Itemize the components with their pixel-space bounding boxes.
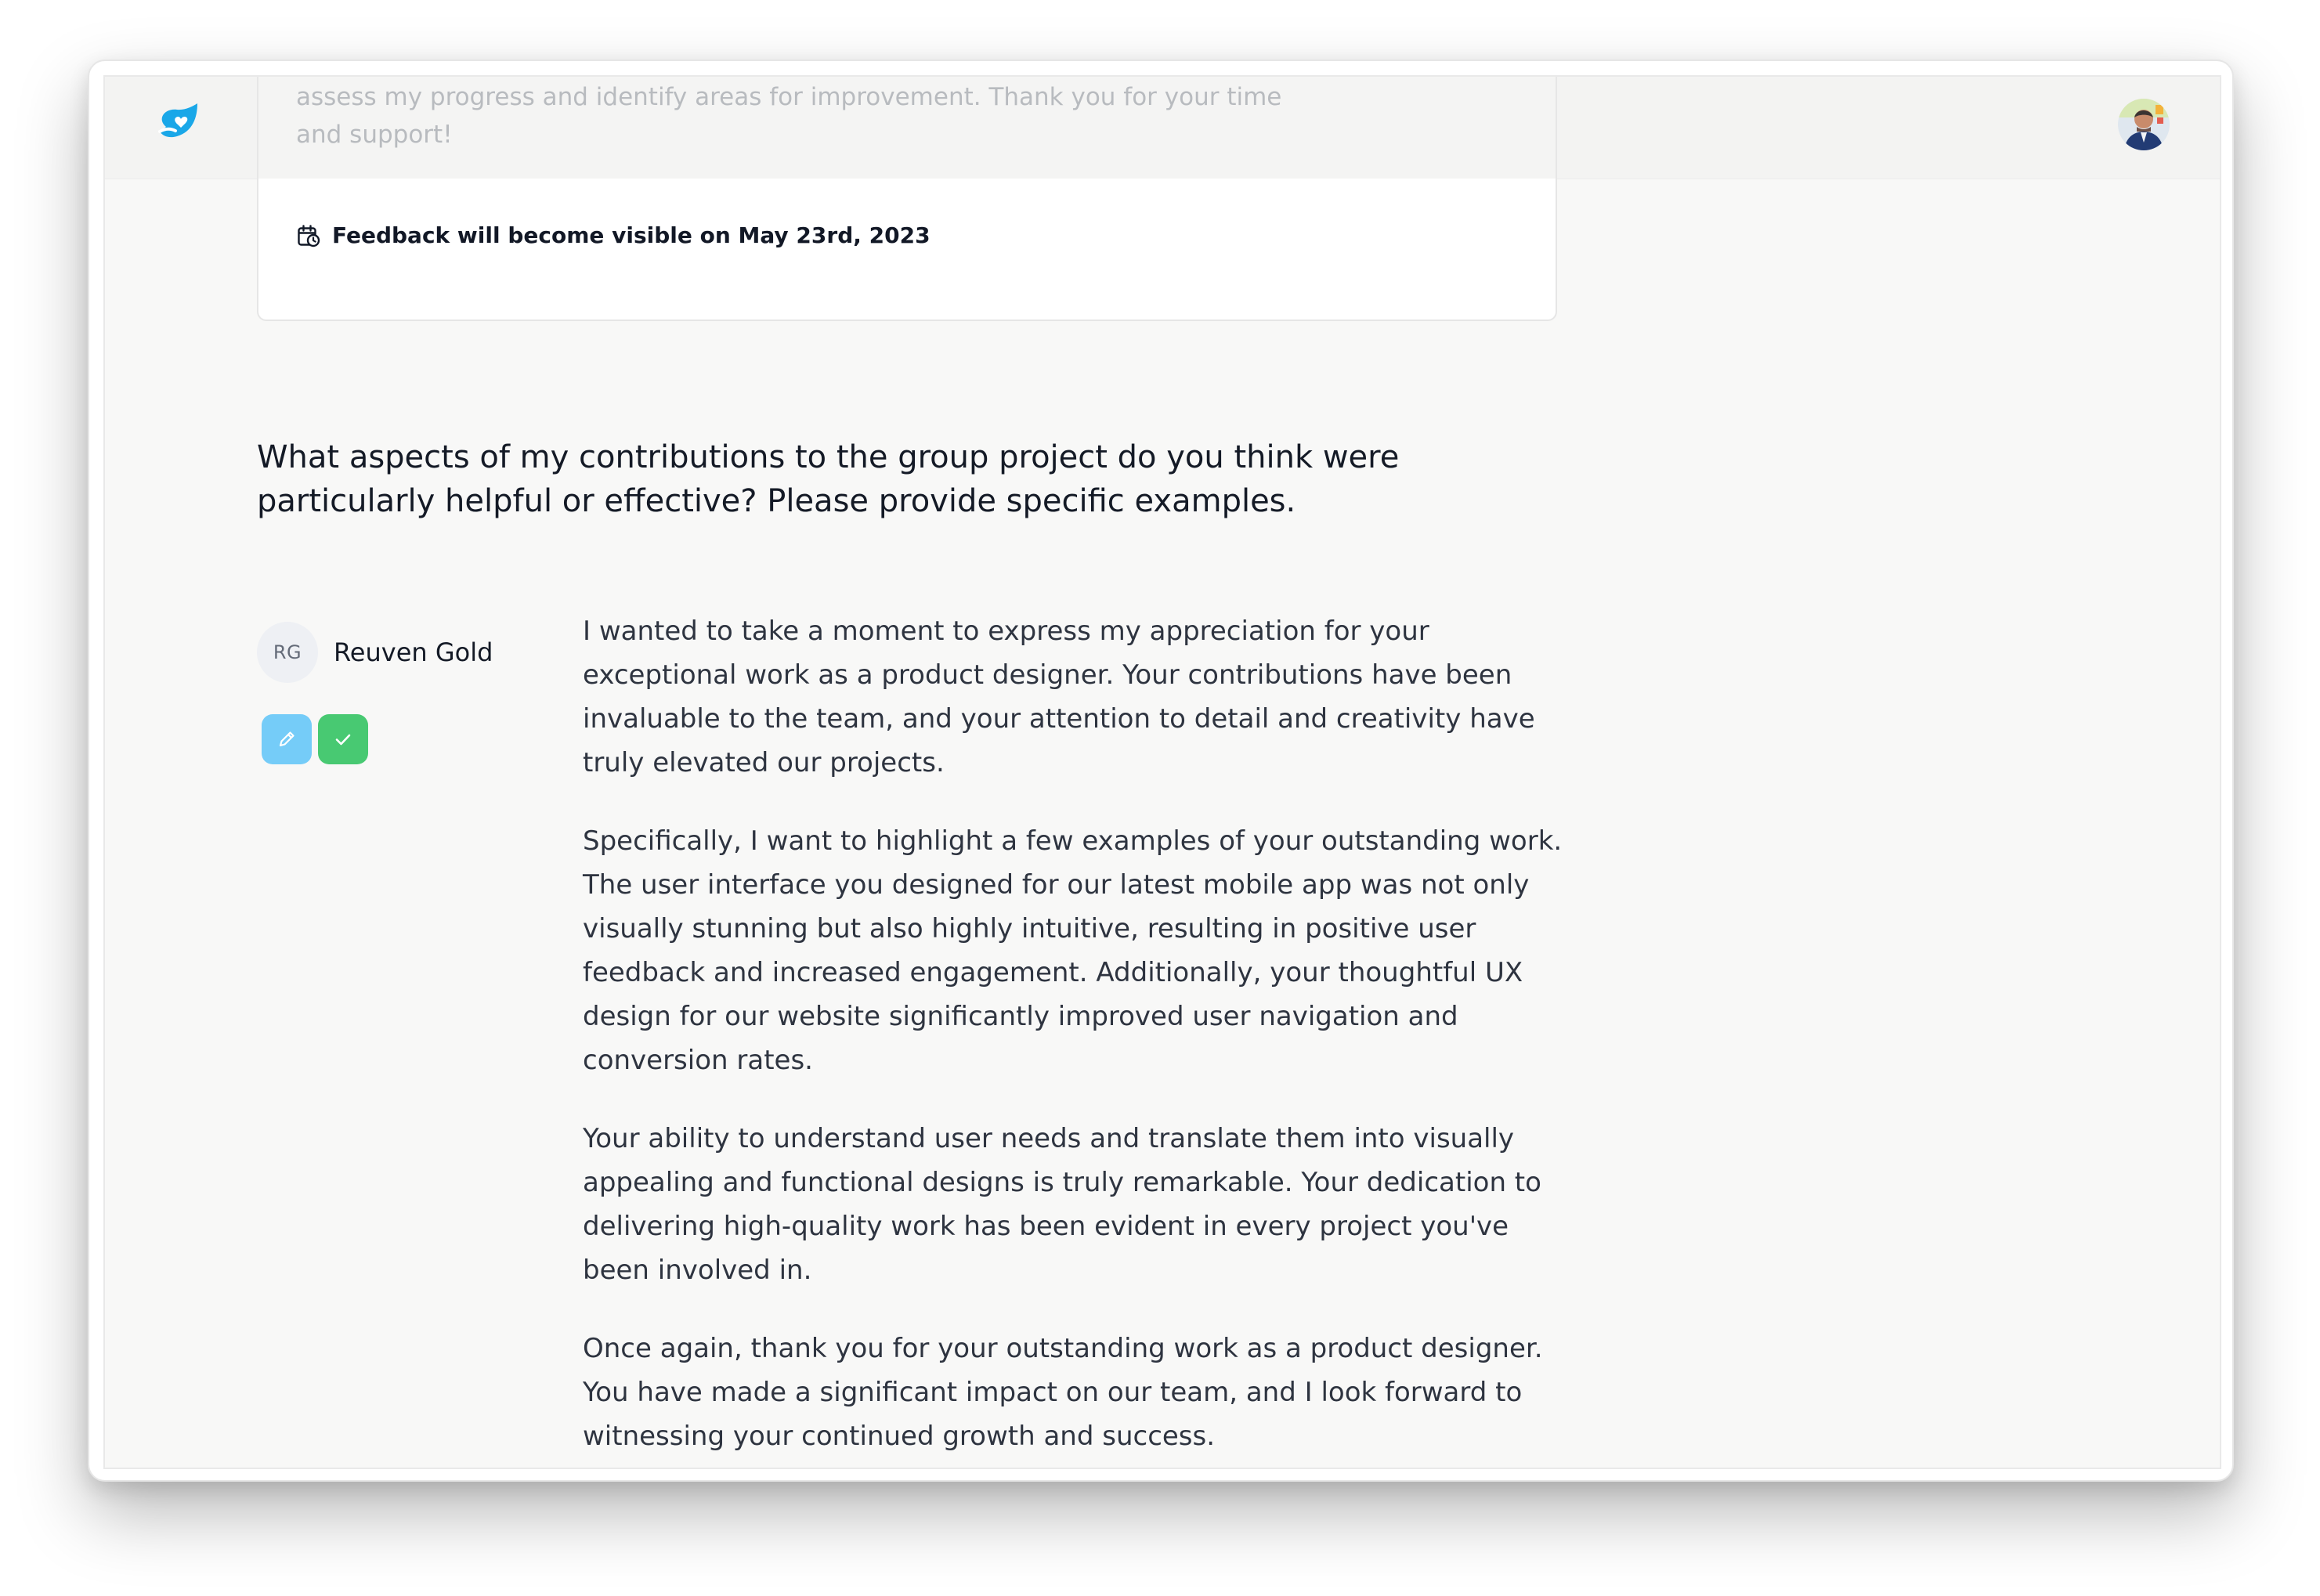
check-icon: [331, 727, 356, 752]
author-name: Reuven Gold: [334, 637, 493, 667]
edit-response-button[interactable]: [262, 714, 312, 764]
heart-leaf-logo-icon[interactable]: [152, 99, 202, 149]
app-screen: [103, 75, 2221, 1469]
feedback-paragraph: Once again, thank you for your outstanding work as a product designer. You have made a significant impact on our team, and I look forward to witnessing your continued growth and success.: [583, 1333, 1543, 1452]
feedback-question: What aspects of my contributions to the group project do you think were particularly helpful or effective? Please provide specific examples.: [257, 439, 1400, 519]
visibility-notice-text: Feedback will become visible on May 23rd, 2023: [332, 222, 931, 248]
previous-feedback-card: [257, 179, 1557, 321]
response-actions: [262, 714, 368, 764]
feedback-response-body: [583, 609, 1570, 1469]
pencil-icon: [274, 727, 299, 752]
previous-feedback-card-top: [257, 77, 1557, 179]
feedback-paragraph: Specifically, I want to highlight a few examples of your outstanding work. The user interface you designed for our latest mobile app was not only visually stunning but also highly intuitive, resulting in positive user feedback and increased engagement. Additionally, your thoughtful UX design for our website significantly improved user navigation and conversion rates.: [583, 825, 1563, 1076]
visibility-notice: [296, 222, 931, 248]
approve-response-button[interactable]: [318, 714, 368, 764]
user-avatar[interactable]: [2118, 99, 2170, 150]
response-author: [257, 622, 493, 683]
feedback-paragraph: I wanted to take a moment to express my appreciation for your exceptional work as a product designer. Your contributions have been invaluable to the team, and your attention to detail and creativity have truly elevated our projects.: [583, 616, 1535, 778]
calendar-clock-icon: [296, 223, 321, 248]
feedback-paragraph: Your ability to understand user needs and translate them into visually appealing and functional designs is truly remarkable. Your dedication to delivering high-quality work has been evident in every project you've been involved in.: [583, 1123, 1541, 1286]
app-window: [88, 60, 2234, 1482]
previous-feedback-text: assess my progress and identify areas for improvement. Thank you for your time and support!: [296, 83, 1282, 149]
author-initials-avatar: RG: [257, 622, 318, 683]
